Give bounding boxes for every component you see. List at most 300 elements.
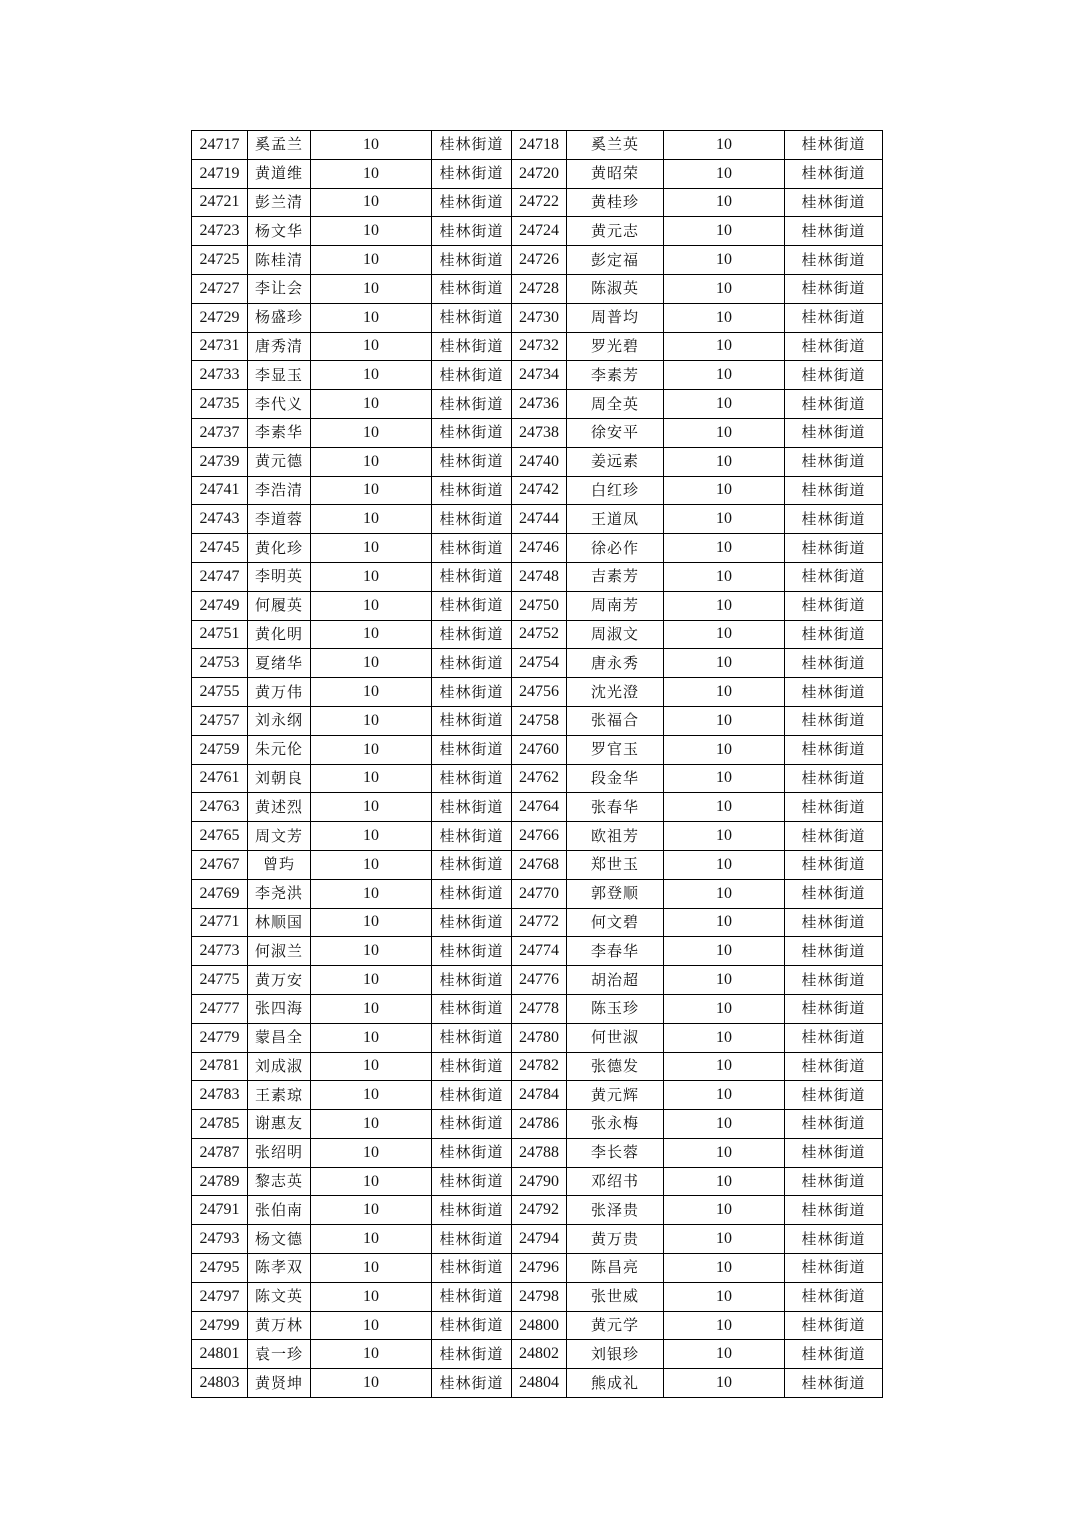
- record-number-cell: 24722: [512, 188, 567, 217]
- person-name-cell: 张世威: [567, 1282, 664, 1311]
- person-name-cell: 陈昌亮: [567, 1254, 664, 1283]
- street-cell: 桂林街道: [432, 735, 512, 764]
- record-number-cell: 24791: [192, 1196, 248, 1225]
- record-number-cell: 24762: [512, 764, 567, 793]
- amount-cell: 10: [664, 1167, 785, 1196]
- record-number-cell: 24799: [192, 1311, 248, 1340]
- amount-cell: 10: [311, 447, 432, 476]
- amount-cell: 10: [311, 937, 432, 966]
- document-page: [191, 130, 883, 1398]
- table-row: [192, 418, 883, 447]
- amount-cell: 10: [664, 620, 785, 649]
- record-number-cell: 24740: [512, 447, 567, 476]
- person-name-cell: 李浩清: [248, 476, 311, 505]
- street-cell: 桂林街道: [432, 159, 512, 188]
- record-number-cell: 24744: [512, 505, 567, 534]
- person-name-cell: 陈玉珍: [567, 994, 664, 1023]
- person-name-cell: 吉素芳: [567, 562, 664, 591]
- street-cell: 桂林街道: [432, 447, 512, 476]
- person-name-cell: 朱元伦: [248, 735, 311, 764]
- person-name-cell: 李尧洪: [248, 879, 311, 908]
- street-cell: 桂林街道: [432, 1311, 512, 1340]
- table-row: [192, 1196, 883, 1225]
- table-row: [192, 1311, 883, 1340]
- record-number-cell: 24789: [192, 1167, 248, 1196]
- record-number-cell: 24724: [512, 217, 567, 246]
- amount-cell: 10: [664, 418, 785, 447]
- street-cell: 桂林街道: [785, 274, 883, 303]
- street-cell: 桂林街道: [785, 850, 883, 879]
- amount-cell: 10: [311, 850, 432, 879]
- record-number-cell: 24741: [192, 476, 248, 505]
- street-cell: 桂林街道: [785, 361, 883, 390]
- amount-cell: 10: [311, 994, 432, 1023]
- record-number-cell: 24763: [192, 793, 248, 822]
- person-name-cell: 张永梅: [567, 1110, 664, 1139]
- street-cell: 桂林街道: [432, 649, 512, 678]
- amount-cell: 10: [664, 1081, 785, 1110]
- person-name-cell: 张四海: [248, 994, 311, 1023]
- record-number-cell: 24767: [192, 850, 248, 879]
- person-name-cell: 黄昭荣: [567, 159, 664, 188]
- street-cell: 桂林街道: [785, 620, 883, 649]
- record-number-cell: 24757: [192, 706, 248, 735]
- record-number-cell: 24717: [192, 131, 248, 160]
- amount-cell: 10: [311, 1023, 432, 1052]
- amount-cell: 10: [311, 591, 432, 620]
- amount-cell: 10: [311, 793, 432, 822]
- amount-cell: 10: [311, 1254, 432, 1283]
- amount-cell: 10: [664, 1052, 785, 1081]
- person-name-cell: 熊成礼: [567, 1369, 664, 1398]
- amount-cell: 10: [664, 879, 785, 908]
- table-row: [192, 274, 883, 303]
- person-name-cell: 李显玉: [248, 361, 311, 390]
- table-row: [192, 908, 883, 937]
- street-cell: 桂林街道: [785, 591, 883, 620]
- street-cell: 桂林街道: [432, 332, 512, 361]
- street-cell: 桂林街道: [432, 1052, 512, 1081]
- record-number-cell: 24796: [512, 1254, 567, 1283]
- person-name-cell: 陈桂清: [248, 246, 311, 275]
- person-name-cell: 何文碧: [567, 908, 664, 937]
- record-number-cell: 24756: [512, 678, 567, 707]
- amount-cell: 10: [311, 1081, 432, 1110]
- street-cell: 桂林街道: [432, 1340, 512, 1369]
- person-name-cell: 唐秀清: [248, 332, 311, 361]
- record-number-cell: 24769: [192, 879, 248, 908]
- person-name-cell: 刘朝良: [248, 764, 311, 793]
- street-cell: 桂林街道: [785, 534, 883, 563]
- street-cell: 桂林街道: [785, 1081, 883, 1110]
- table-row: [192, 159, 883, 188]
- person-name-cell: 罗光碧: [567, 332, 664, 361]
- table-row: [192, 793, 883, 822]
- person-name-cell: 张春华: [567, 793, 664, 822]
- street-cell: 桂林街道: [785, 966, 883, 995]
- amount-cell: 10: [311, 1196, 432, 1225]
- record-number-cell: 24760: [512, 735, 567, 764]
- person-name-cell: 杨文华: [248, 217, 311, 246]
- street-cell: 桂林街道: [785, 332, 883, 361]
- amount-cell: 10: [311, 822, 432, 851]
- person-name-cell: 陈文英: [248, 1282, 311, 1311]
- amount-cell: 10: [664, 908, 785, 937]
- street-cell: 桂林街道: [432, 1167, 512, 1196]
- amount-cell: 10: [664, 937, 785, 966]
- amount-cell: 10: [664, 793, 785, 822]
- person-name-cell: 彭兰清: [248, 188, 311, 217]
- amount-cell: 10: [664, 1254, 785, 1283]
- table-row: [192, 678, 883, 707]
- record-number-cell: 24792: [512, 1196, 567, 1225]
- table-row: [192, 1225, 883, 1254]
- record-number-cell: 24788: [512, 1138, 567, 1167]
- record-number-cell: 24780: [512, 1023, 567, 1052]
- street-cell: 桂林街道: [432, 476, 512, 505]
- street-cell: 桂林街道: [432, 562, 512, 591]
- amount-cell: 10: [311, 361, 432, 390]
- amount-cell: 10: [664, 274, 785, 303]
- street-cell: 桂林街道: [785, 476, 883, 505]
- record-number-cell: 24738: [512, 418, 567, 447]
- person-name-cell: 奚孟兰: [248, 131, 311, 160]
- record-number-cell: 24754: [512, 649, 567, 678]
- record-number-cell: 24781: [192, 1052, 248, 1081]
- person-name-cell: 黄化明: [248, 620, 311, 649]
- amount-cell: 10: [311, 649, 432, 678]
- record-number-cell: 24771: [192, 908, 248, 937]
- amount-cell: 10: [664, 649, 785, 678]
- street-cell: 桂林街道: [432, 591, 512, 620]
- record-number-cell: 24787: [192, 1138, 248, 1167]
- street-cell: 桂林街道: [432, 908, 512, 937]
- person-name-cell: 沈光澄: [567, 678, 664, 707]
- person-name-cell: 黄元辉: [567, 1081, 664, 1110]
- amount-cell: 10: [664, 1340, 785, 1369]
- amount-cell: 10: [311, 390, 432, 419]
- street-cell: 桂林街道: [432, 1110, 512, 1139]
- person-name-cell: 杨盛珍: [248, 303, 311, 332]
- record-number-cell: 24739: [192, 447, 248, 476]
- street-cell: 桂林街道: [432, 274, 512, 303]
- amount-cell: 10: [311, 1340, 432, 1369]
- street-cell: 桂林街道: [432, 1282, 512, 1311]
- table-row: [192, 850, 883, 879]
- amount-cell: 10: [311, 562, 432, 591]
- amount-cell: 10: [311, 246, 432, 275]
- record-number-cell: 24743: [192, 505, 248, 534]
- amount-cell: 10: [311, 1369, 432, 1398]
- amount-cell: 10: [311, 678, 432, 707]
- person-name-cell: 张德发: [567, 1052, 664, 1081]
- record-number-cell: 24723: [192, 217, 248, 246]
- street-cell: 桂林街道: [785, 1254, 883, 1283]
- table-row: [192, 217, 883, 246]
- table-row: [192, 1167, 883, 1196]
- table-row: [192, 1340, 883, 1369]
- record-number-cell: 24765: [192, 822, 248, 851]
- street-cell: 桂林街道: [785, 1369, 883, 1398]
- person-name-cell: 段金华: [567, 764, 664, 793]
- record-number-cell: 24720: [512, 159, 567, 188]
- table-row: [192, 1138, 883, 1167]
- record-number-cell: 24753: [192, 649, 248, 678]
- person-name-cell: 李明英: [248, 562, 311, 591]
- table-row: [192, 1282, 883, 1311]
- street-cell: 桂林街道: [432, 706, 512, 735]
- amount-cell: 10: [311, 1225, 432, 1254]
- record-number-cell: 24736: [512, 390, 567, 419]
- person-name-cell: 胡治超: [567, 966, 664, 995]
- street-cell: 桂林街道: [432, 1369, 512, 1398]
- record-number-cell: 24749: [192, 591, 248, 620]
- person-name-cell: 陈孝双: [248, 1254, 311, 1283]
- amount-cell: 10: [664, 764, 785, 793]
- person-name-cell: 黄万林: [248, 1311, 311, 1340]
- record-number-cell: 24725: [192, 246, 248, 275]
- street-cell: 桂林街道: [432, 390, 512, 419]
- amount-cell: 10: [311, 159, 432, 188]
- street-cell: 桂林街道: [432, 217, 512, 246]
- amount-cell: 10: [311, 1138, 432, 1167]
- amount-cell: 10: [311, 1167, 432, 1196]
- amount-cell: 10: [664, 1311, 785, 1340]
- street-cell: 桂林街道: [785, 1282, 883, 1311]
- street-cell: 桂林街道: [785, 505, 883, 534]
- table-row: [192, 1369, 883, 1398]
- table-row: [192, 361, 883, 390]
- table-row: [192, 534, 883, 563]
- street-cell: 桂林街道: [785, 562, 883, 591]
- street-cell: 桂林街道: [785, 1225, 883, 1254]
- street-cell: 桂林街道: [432, 1081, 512, 1110]
- amount-cell: 10: [311, 735, 432, 764]
- record-number-cell: 24778: [512, 994, 567, 1023]
- person-name-cell: 张绍明: [248, 1138, 311, 1167]
- street-cell: 桂林街道: [785, 1138, 883, 1167]
- record-number-cell: 24775: [192, 966, 248, 995]
- person-name-cell: 杨文德: [248, 1225, 311, 1254]
- street-cell: 桂林街道: [785, 303, 883, 332]
- record-number-cell: 24761: [192, 764, 248, 793]
- table-row: [192, 332, 883, 361]
- table-row: [192, 246, 883, 275]
- amount-cell: 10: [664, 447, 785, 476]
- street-cell: 桂林街道: [785, 1340, 883, 1369]
- record-number-cell: 24785: [192, 1110, 248, 1139]
- street-cell: 桂林街道: [785, 1196, 883, 1225]
- record-number-cell: 24774: [512, 937, 567, 966]
- amount-cell: 10: [664, 246, 785, 275]
- record-number-cell: 24742: [512, 476, 567, 505]
- street-cell: 桂林街道: [432, 678, 512, 707]
- person-name-cell: 徐安平: [567, 418, 664, 447]
- person-name-cell: 郭登顺: [567, 879, 664, 908]
- person-name-cell: 李代义: [248, 390, 311, 419]
- record-number-cell: 24755: [192, 678, 248, 707]
- street-cell: 桂林街道: [785, 390, 883, 419]
- amount-cell: 10: [311, 534, 432, 563]
- record-number-cell: 24730: [512, 303, 567, 332]
- table-row: [192, 476, 883, 505]
- street-cell: 桂林街道: [785, 1167, 883, 1196]
- table-row: [192, 303, 883, 332]
- person-name-cell: 黄述烈: [248, 793, 311, 822]
- table-row: [192, 706, 883, 735]
- person-name-cell: 李春华: [567, 937, 664, 966]
- table-row: [192, 188, 883, 217]
- person-name-cell: 黄化珍: [248, 534, 311, 563]
- record-number-cell: 24801: [192, 1340, 248, 1369]
- amount-cell: 10: [311, 966, 432, 995]
- person-name-cell: 姜远素: [567, 447, 664, 476]
- record-number-cell: 24797: [192, 1282, 248, 1311]
- table-row: [192, 1052, 883, 1081]
- record-number-cell: 24719: [192, 159, 248, 188]
- person-name-cell: 张泽贵: [567, 1196, 664, 1225]
- person-name-cell: 刘银珍: [567, 1340, 664, 1369]
- person-name-cell: 欧祖芳: [567, 822, 664, 851]
- table-row: [192, 562, 883, 591]
- person-name-cell: 黄桂珍: [567, 188, 664, 217]
- record-number-cell: 24759: [192, 735, 248, 764]
- amount-cell: 10: [664, 1138, 785, 1167]
- amount-cell: 10: [311, 476, 432, 505]
- street-cell: 桂林街道: [785, 418, 883, 447]
- roster-table: [191, 130, 883, 1398]
- street-cell: 桂林街道: [785, 764, 883, 793]
- record-number-cell: 24734: [512, 361, 567, 390]
- amount-cell: 10: [311, 1110, 432, 1139]
- person-name-cell: 陈淑英: [567, 274, 664, 303]
- person-name-cell: 黄元德: [248, 447, 311, 476]
- street-cell: 桂林街道: [785, 447, 883, 476]
- record-number-cell: 24770: [512, 879, 567, 908]
- person-name-cell: 周普均: [567, 303, 664, 332]
- street-cell: 桂林街道: [432, 505, 512, 534]
- table-row: [192, 937, 883, 966]
- street-cell: 桂林街道: [432, 1138, 512, 1167]
- person-name-cell: 夏绪华: [248, 649, 311, 678]
- amount-cell: 10: [311, 418, 432, 447]
- table-row: [192, 735, 883, 764]
- person-name-cell: 李素华: [248, 418, 311, 447]
- person-name-cell: 郑世玉: [567, 850, 664, 879]
- person-name-cell: 周全英: [567, 390, 664, 419]
- street-cell: 桂林街道: [432, 361, 512, 390]
- street-cell: 桂林街道: [785, 937, 883, 966]
- street-cell: 桂林街道: [785, 735, 883, 764]
- record-number-cell: 24776: [512, 966, 567, 995]
- street-cell: 桂林街道: [785, 994, 883, 1023]
- record-number-cell: 24721: [192, 188, 248, 217]
- record-number-cell: 24786: [512, 1110, 567, 1139]
- record-number-cell: 24746: [512, 534, 567, 563]
- person-name-cell: 刘成淑: [248, 1052, 311, 1081]
- amount-cell: 10: [311, 505, 432, 534]
- street-cell: 桂林街道: [432, 1023, 512, 1052]
- record-number-cell: 24768: [512, 850, 567, 879]
- person-name-cell: 彭定福: [567, 246, 664, 275]
- street-cell: 桂林街道: [432, 246, 512, 275]
- person-name-cell: 李道蓉: [248, 505, 311, 534]
- person-name-cell: 邓绍书: [567, 1167, 664, 1196]
- amount-cell: 10: [664, 332, 785, 361]
- street-cell: 桂林街道: [785, 188, 883, 217]
- person-name-cell: 何世淑: [567, 1023, 664, 1052]
- table-row: [192, 994, 883, 1023]
- street-cell: 桂林街道: [432, 879, 512, 908]
- street-cell: 桂林街道: [432, 534, 512, 563]
- table-row: [192, 591, 883, 620]
- table-row: [192, 505, 883, 534]
- person-name-cell: 黄元志: [567, 217, 664, 246]
- person-name-cell: 黄道维: [248, 159, 311, 188]
- street-cell: 桂林街道: [432, 793, 512, 822]
- person-name-cell: 黄贤坤: [248, 1369, 311, 1398]
- record-number-cell: 24731: [192, 332, 248, 361]
- record-number-cell: 24772: [512, 908, 567, 937]
- record-number-cell: 24748: [512, 562, 567, 591]
- record-number-cell: 24779: [192, 1023, 248, 1052]
- table-row: [192, 1110, 883, 1139]
- street-cell: 桂林街道: [432, 764, 512, 793]
- amount-cell: 10: [311, 131, 432, 160]
- street-cell: 桂林街道: [785, 131, 883, 160]
- amount-cell: 10: [664, 591, 785, 620]
- street-cell: 桂林街道: [432, 1225, 512, 1254]
- street-cell: 桂林街道: [785, 879, 883, 908]
- person-name-cell: 黄万安: [248, 966, 311, 995]
- street-cell: 桂林街道: [432, 188, 512, 217]
- roster-body: [192, 131, 883, 1398]
- amount-cell: 10: [664, 159, 785, 188]
- amount-cell: 10: [311, 764, 432, 793]
- amount-cell: 10: [311, 188, 432, 217]
- record-number-cell: 24718: [512, 131, 567, 160]
- record-number-cell: 24803: [192, 1369, 248, 1398]
- record-number-cell: 24735: [192, 390, 248, 419]
- amount-cell: 10: [664, 188, 785, 217]
- amount-cell: 10: [664, 735, 785, 764]
- amount-cell: 10: [311, 620, 432, 649]
- record-number-cell: 24790: [512, 1167, 567, 1196]
- record-number-cell: 24777: [192, 994, 248, 1023]
- person-name-cell: 林顺国: [248, 908, 311, 937]
- amount-cell: 10: [664, 390, 785, 419]
- street-cell: 桂林街道: [785, 908, 883, 937]
- amount-cell: 10: [311, 217, 432, 246]
- person-name-cell: 李让会: [248, 274, 311, 303]
- amount-cell: 10: [664, 966, 785, 995]
- record-number-cell: 24751: [192, 620, 248, 649]
- amount-cell: 10: [664, 678, 785, 707]
- amount-cell: 10: [311, 332, 432, 361]
- record-number-cell: 24729: [192, 303, 248, 332]
- amount-cell: 10: [664, 505, 785, 534]
- amount-cell: 10: [311, 1282, 432, 1311]
- record-number-cell: 24782: [512, 1052, 567, 1081]
- person-name-cell: 周文芳: [248, 822, 311, 851]
- street-cell: 桂林街道: [785, 678, 883, 707]
- person-name-cell: 何淑兰: [248, 937, 311, 966]
- amount-cell: 10: [664, 822, 785, 851]
- table-row: [192, 131, 883, 160]
- amount-cell: 10: [664, 1110, 785, 1139]
- table-row: [192, 620, 883, 649]
- amount-cell: 10: [311, 879, 432, 908]
